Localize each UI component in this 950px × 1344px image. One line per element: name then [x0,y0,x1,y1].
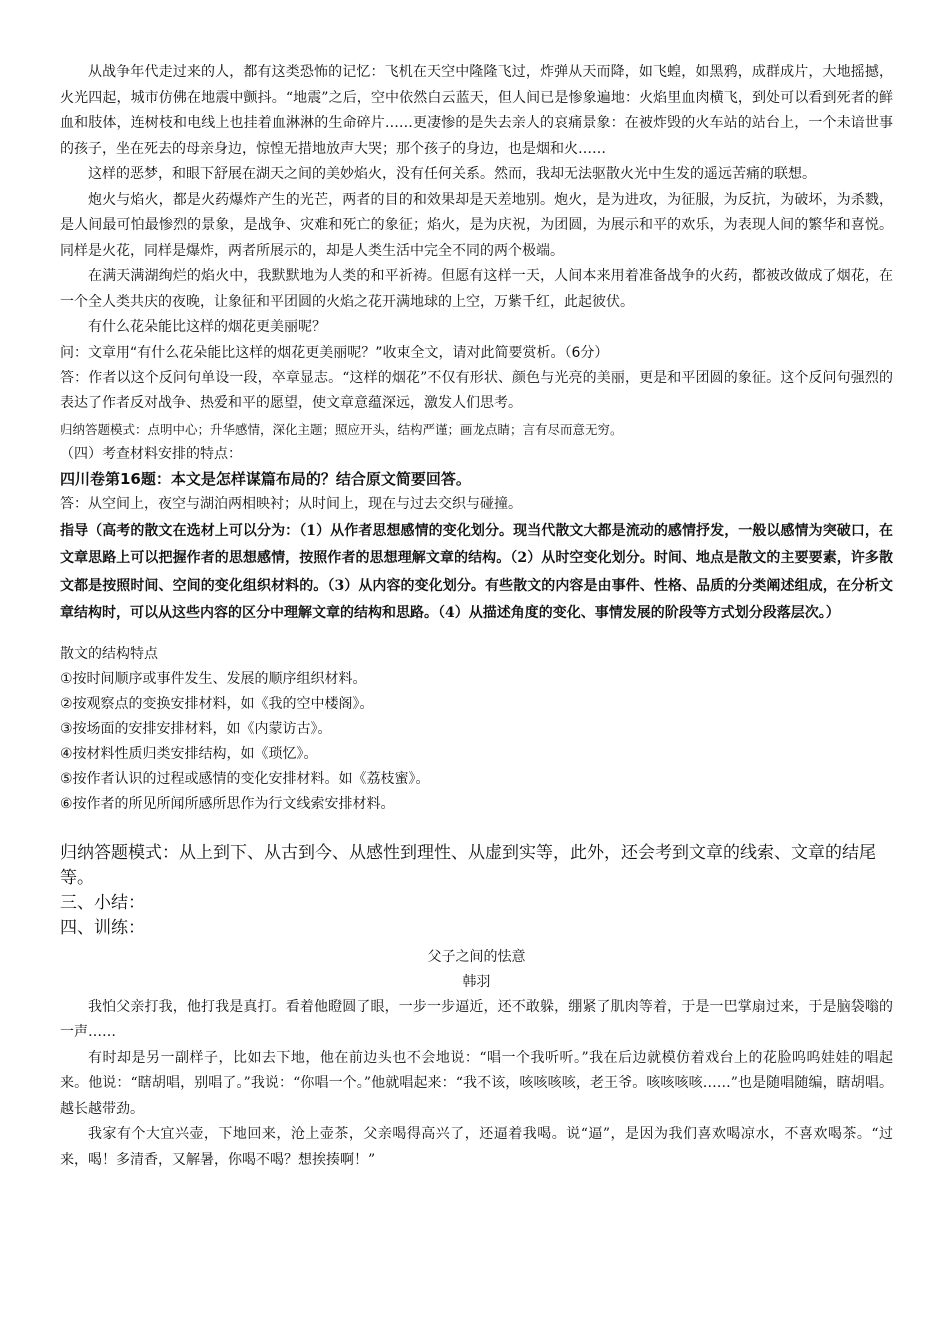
answer-2: 答：从空间上，夜空与湖泊两相映衬；从时间上，现在与过去交织与碰撞。 [60,496,522,512]
question-2: 四川卷第16题：本文是怎样谋篇布局的？结合原文简要回答。 [60,470,471,488]
document-page [60,60,893,1173]
training-title: 父子之间的怯意 [427,948,526,965]
passage-paragraph-5: 有什么花朵能比这样的烟花更美丽呢？ [88,319,326,335]
passage-paragraph-2: 这样的恶梦，和眼下舒展在湖天之间的美妙焰火，没有任何关系。然而，我却无法驱散火光中生发的遥远苦痛的联想。 [88,166,816,182]
structure-item: ③按场面的安排安排材料，如《内蒙访古》。 [60,720,332,737]
structure-title: 散文的结构特点 [60,645,158,662]
section-heading-4: （四）考查材料安排的特点： [60,446,242,462]
section-heading-summary: 三、小结： [60,892,145,913]
section-heading-training: 四、训练： [60,917,145,938]
answer-1: 答：作者以这个反问句单设一段，卒章显志。“这样的烟花”不仅有形状、颜色与光亮的美丽，更是和平团圆的象征。这个反问句强烈的表达了作者反对战争、热爱和平的愿望，使文章意蕴深远，激发人们思考。 [60,369,893,411]
structure-item: ⑥按作者的所见所闻所感所思作为行文线索安排材料。 [60,795,395,812]
passage-paragraph-3: 炮火与焰火，都是火药爆炸产生的光芒，两者的目的和效果却是天差地别。炮火，是为进攻，为征服，为反抗，为破坏，为杀戮，是人间最可怕最惨烈的景象，是战争、灾难和死亡的象征；焰火，是为庆祝，为团圆，为展示和平的欢乐，为表现人间的繁华和喜悦。同样是火花，同样是爆炸，两者所展示的，却是人类生活中完全不同的两个极端。 [60,191,893,259]
passage-paragraph-4: 在满天满湖绚烂的焰火中，我默默地为人类的和平祈祷。但愿有这样一天，人间本来用着准备战争的火药，都被改做成了烟花，在一个全人类共庆的夜晚，让象征和平团圆的火焰之花开满地球的上空，万紫千红，此起彼伏。 [60,268,893,310]
answer-pattern-1: 归纳答题模式：点明中心；升华感情，深化主题；照应开头，结构严谨；画龙点睛；言有尽而意无穷。 [60,421,623,437]
structure-item: ④按材料性质归类安排结构，如《琐忆》。 [60,745,318,762]
structure-item: ⑤按作者认识的过程或感情的变化安排材料。如《荔枝蜜》。 [60,770,430,787]
question-1: 问：文章用“有什么花朵能比这样的烟花更美丽呢？”收束全文，请对此简要赏析。（6分） [60,344,609,361]
structure-item: ②按观察点的变换安排材料，如《我的空中楼阁》。 [60,695,374,712]
summary-pattern: 归纳答题模式：从上到下、从古到今、从感性到理性、从虚到实等，此外，还会考到文章的线索、文章的结尾等。 [60,842,876,888]
passage-paragraph-1: 从战争年代走过来的人，都有这类恐怖的记忆：飞机在天空中隆隆飞过，炸弹从天而降，如飞蝗，如黑鸦，成群成片，大地摇撼，火光四起，城市仿佛在地震中颤抖。“地震”之后，空中依然白云蓝天，但人间已是惨象遍地：火焰里血肉横飞，到处可以看到死者的鲜血和肢体，连树枝和电线上也挂着血淋淋的生命碎片……更凄惨的是失去亲人的哀痛景象：在被炸毁的火车站的站台上，一个未谙世事的孩子，坐在死去的母亲身边，惊惶无措地放声大哭；那个孩子的身边，也是烟和火…… [60,64,893,157]
structure-item: ①按时间顺序或事件发生、发展的顺序组织材料。 [60,670,367,687]
structure-list [60,667,893,817]
training-paragraph-1: 我怕父亲打我，他打我是真打。看着他瞪圆了眼，一步一步逼近，还不敢躲，绷紧了肌肉等着，于是一巴掌扇过来，于是脑袋嗡的一声…… [60,998,893,1040]
guide-text: 指导（高考的散文在选材上可以分为：（1）从作者思想感情的变化划分。现当代散文大都是流动的感情抒发，一般以感情为突破口，在文章思路上可以把握作者的思想感情，按照作者的思想理解文章的结构。（2）从时空变化划分。时间、地点是散文的主要要素，许多散文都是按照时间、空间的变化组织材料的。（3）从内容的变化划分。有些散文的内容是由事件、性格、品质的分类阐述组成，在分析文章结构时，可以从这些内容的区分中理解文章的结构和思路。（4）从描述角度的变化、事情发展的阶段等方式划分段落层次。） [60,522,893,621]
training-paragraph-2: 有时却是另一副样子，比如去下地，他在前边头也不会地说：“唱一个我听听。”我在后边就模仿着戏台上的花脸呜呜娃娃的唱起来。他说：“瞎胡唱，别唱了。”我说：“你唱一个。”他就唱起来：“我不该，咳咳咳咳，老王爷。咳咳咳咳……”也是随唱随编，瞎胡唱。越长越带劲。 [60,1049,893,1117]
training-paragraph-3: 我家有个大宜兴壶，下地回来，沧上壶茶，父亲喝得高兴了，还逼着我喝。说“逼”，是因为我们喜欢喝凉水，不喜欢喝茶。“过来，喝！多清香，又解暑，你喝不喝？想挨揍啊！” [60,1126,893,1168]
training-author: 韩羽 [462,973,491,990]
